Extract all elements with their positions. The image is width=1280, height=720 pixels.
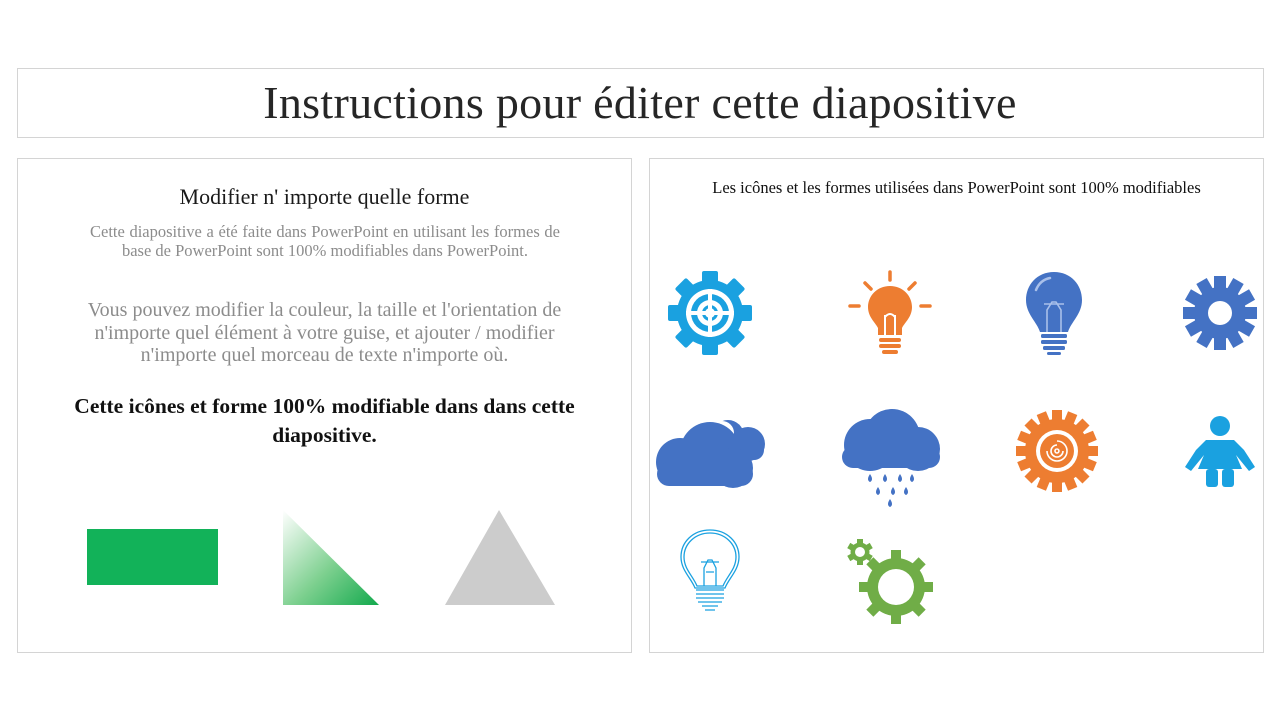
lightbulb-outline-icon[interactable] — [681, 530, 739, 610]
right-heading: Les icônes et les formes utilisées dans PowerPoint sont 100% modifiables — [712, 178, 1201, 197]
woman-icon[interactable] — [1185, 416, 1255, 487]
gradient-right-triangle[interactable] — [283, 510, 379, 605]
green-rectangle[interactable] — [87, 529, 218, 585]
lightbulb-orange-icon[interactable] — [850, 272, 930, 354]
description-paragraph: Cette diapositive a été faite dans PowerPoint en utilisant les formes de base de PowerPoint sont 100% modifiables dans PowerPoint. — [90, 222, 560, 260]
cloud-icon[interactable] — [656, 420, 765, 488]
emphasis-paragraph: Cette icônes et forme 100% modifiable dans dans cette diapositive. — [74, 394, 575, 447]
gear-blue-icon[interactable] — [1183, 276, 1257, 350]
gears-green-icon[interactable] — [847, 539, 933, 624]
gray-triangle[interactable] — [445, 510, 555, 605]
slide-title: Instructions pour éditer cette diapositive — [263, 77, 1017, 128]
lightbulb-blue-icon[interactable] — [1026, 272, 1082, 355]
left-heading: Modifier n' importe quelle forme — [179, 184, 470, 209]
rain-cloud-icon[interactable] — [842, 409, 940, 507]
instruction-paragraph: Vous pouvez modifier la couleur, la taille et l'orientation de n'importe quel élément à votre guise, et ajouter / modifier n'importe quel morceau de texte n'importe où. — [87, 299, 562, 366]
gear-orange-icon[interactable] — [1016, 410, 1098, 492]
target-gear-icon[interactable] — [668, 271, 752, 355]
